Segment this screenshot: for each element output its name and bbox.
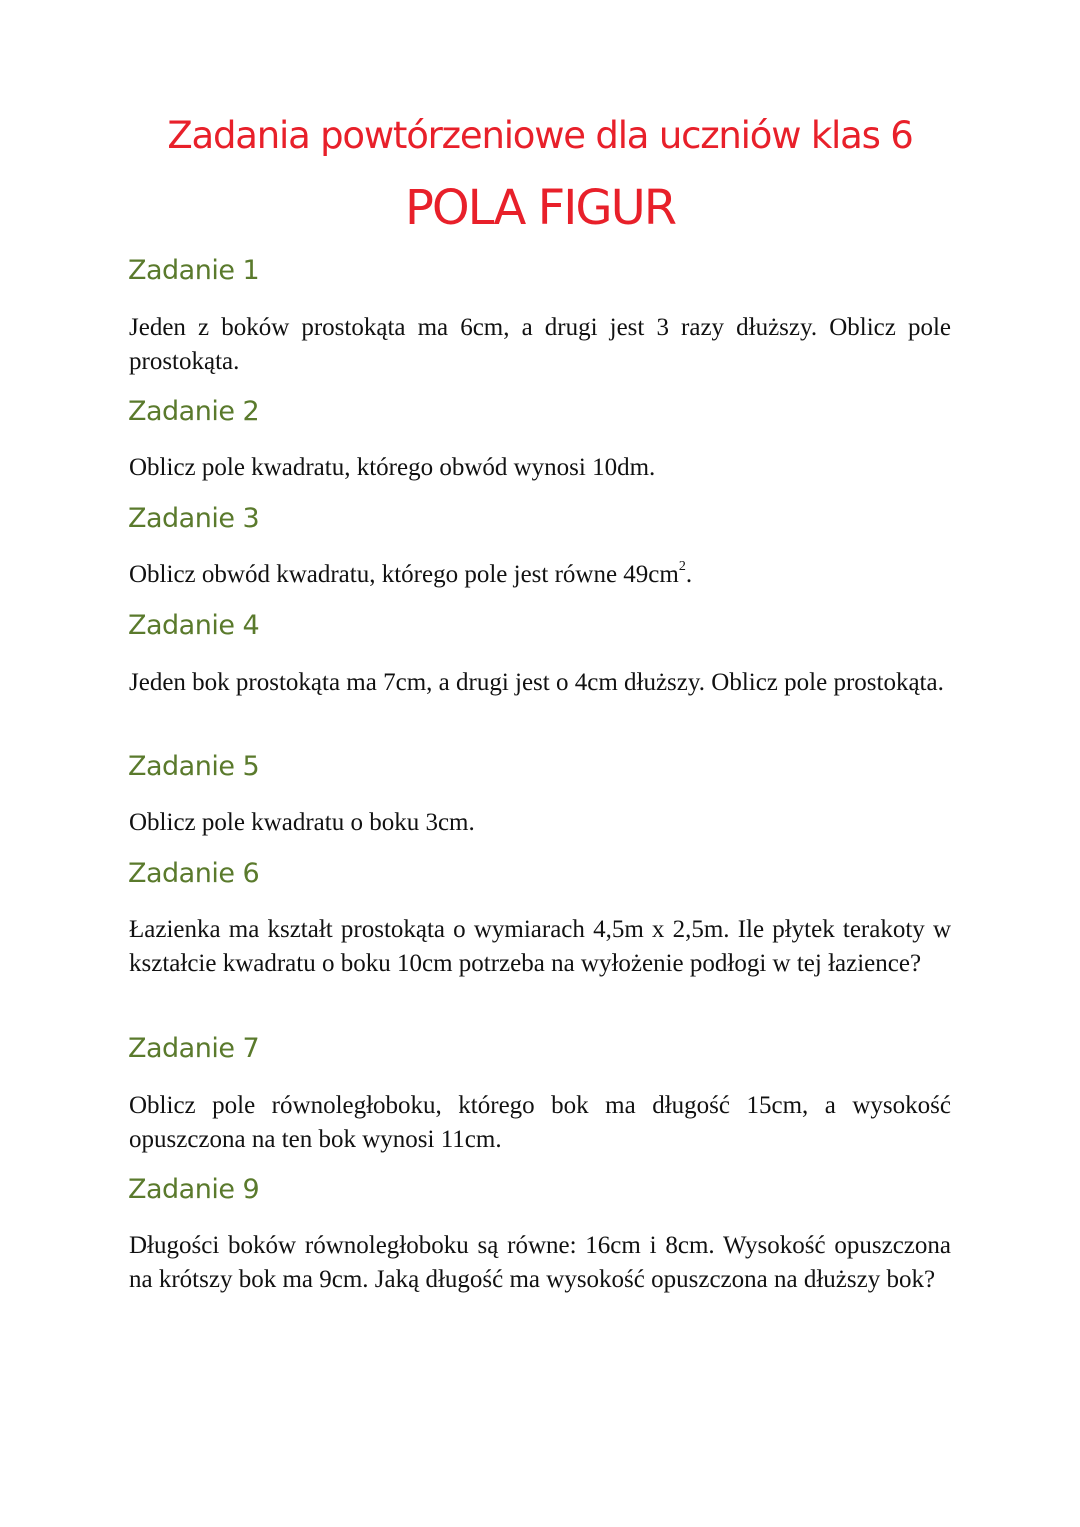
task-heading-7: Zadanie 7 xyxy=(128,1033,260,1064)
page-subtitle: POLA FIGUR xyxy=(404,180,676,236)
task-text-2: Oblicz pole kwadratu, którego obwód wynosi 10dm. xyxy=(129,454,656,481)
task-text-6: Łazienka ma kształt prostokąta o wymiarach 4,5m x 2,5m. Ile płytek terakoty w kształcie kwadratu o boku 10cm potrzeba na wyłożenie podłogi w tej łazience? xyxy=(129,916,951,977)
task-text-4: Jeden bok prostokąta ma 7cm, a drugi jest o 4cm dłuższy. Oblicz pole prostokąta. xyxy=(129,669,944,696)
task-heading-1: Zadanie 1 xyxy=(128,255,260,286)
task-heading-4: Zadanie 4 xyxy=(128,610,260,641)
task-text-3-main: Oblicz obwód kwadratu, którego pole jest równe 49cm xyxy=(129,561,679,588)
task-text-3-end: . xyxy=(685,561,693,588)
task-text-5: Oblicz pole kwadratu o boku 3cm. xyxy=(129,809,475,836)
task-heading-3: Zadanie 3 xyxy=(128,503,260,534)
task-text-9: Długości boków równoległoboku są równe: 16cm i 8cm. Wysokość opuszczona na krótszy bok ma 9cm. Jaką długość ma wysokość opuszczona na dłuższy bok? xyxy=(129,1232,951,1293)
task-text-7: Oblicz pole równoległoboku, którego bok ma długość 15cm, a wysokość opuszczona na ten bok wynosi 11cm. xyxy=(129,1092,951,1153)
page-title: Zadania powtórzeniowe dla uczniów klas 6 xyxy=(167,114,913,157)
task-text-3 xyxy=(129,558,951,592)
task-text-3-superscript: 2 xyxy=(678,558,686,574)
task-heading-6: Zadanie 6 xyxy=(128,858,260,889)
task-heading-2: Zadanie 2 xyxy=(128,396,260,427)
task-heading-9: Zadanie 9 xyxy=(128,1174,260,1205)
task-text-1: Jeden z boków prostokąta ma 6cm, a drugi jest 3 razy dłuższy. Oblicz pole prostokąta. xyxy=(129,314,951,375)
task-heading-5: Zadanie 5 xyxy=(128,751,260,782)
